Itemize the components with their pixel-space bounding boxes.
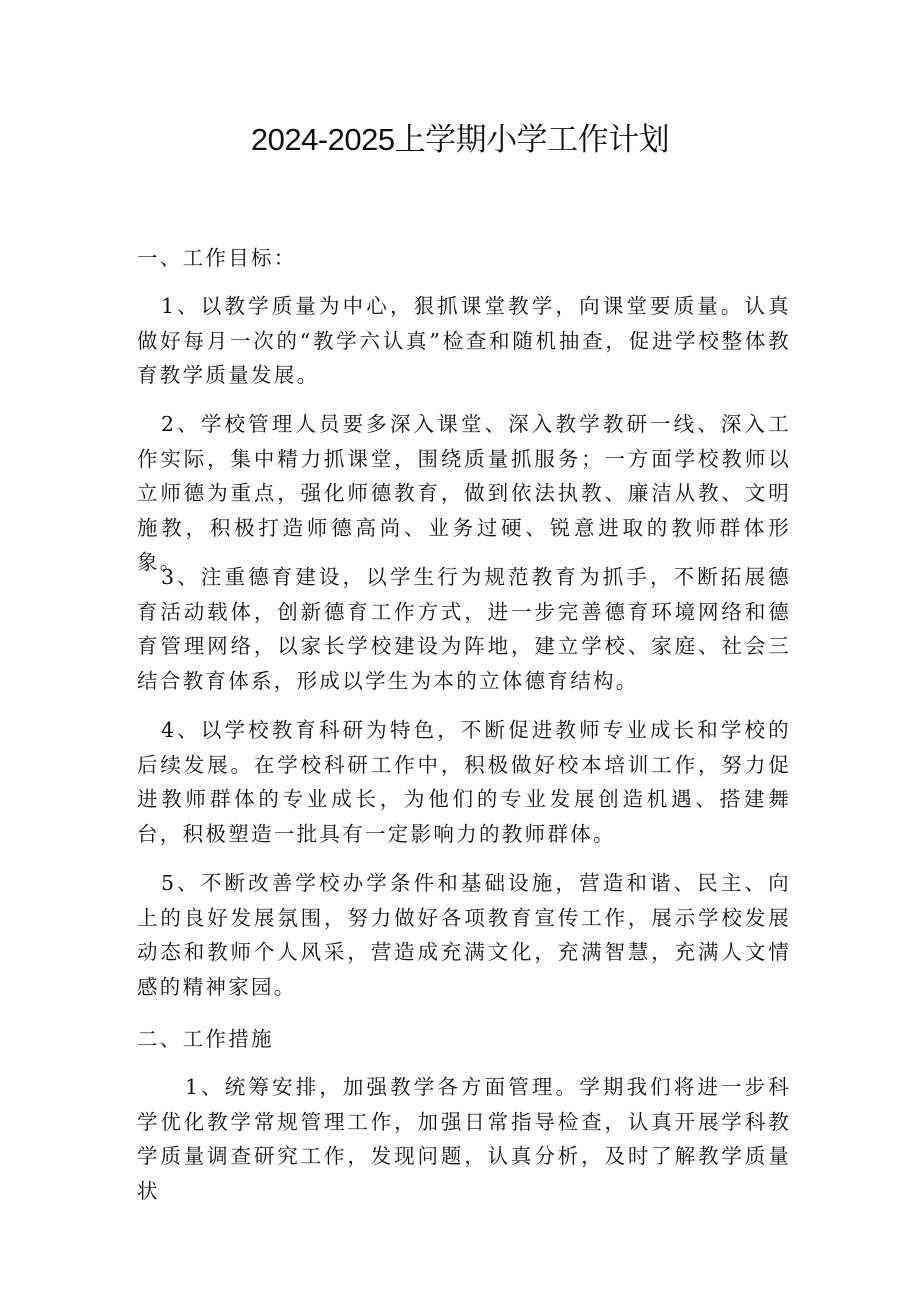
goal-paragraph-3: 3、注重德育建设，以学生行为规范教育为抓手，不断拓展德育活动载体，创新德育工作方式，进一步完善德育环境网络和德育管理网络，以家长学校建设为阵地，建立学校、家庭、社会三结合教育体系，形成以学生为本的立体德育结构。 — [137, 565, 791, 693]
section-heading-goals: 一、工作目标： — [137, 246, 297, 270]
goal-paragraph-5: 5、不断改善学校办学条件和基础设施，营造和谐、民主、向上的良好发展氛围，努力做好各项教育宣传工作，展示学校发展动态和教师个人风采，营造成充满文化，充满智慧，充满人文情感的精神家园。 — [137, 871, 791, 999]
document-title: 2024-2025上学期小学工作计划 — [250, 122, 670, 157]
goal-paragraph-2: 2、学校管理人员要多深入课堂、深入教学教研一线、深入工作实际，集中精力抓课堂，围绕质量抓服务；一方面学校教师以立师德为重点，强化师德教育，做到依法执教、廉洁从教、文明施教，积极打造师德高尚、业务过硬、锐意进取的教师群体形象。 — [137, 412, 791, 574]
section-heading-measures: 二、工作措施 — [137, 1027, 274, 1051]
goal-paragraph-4: 4、以学校教育科研为特色，不断促进教师专业成长和学校的后续发展。在学校科研工作中，积极做好校本培训工作，努力促进教师群体的专业成长，为他们的专业发展创造机遇、搭建舞台，积极塑造一批具有一定影响力的教师群体。 — [137, 718, 791, 846]
measure-paragraph-1: 1、统筹安排，加强教学各方面管理。学期我们将进一步科学优化教学常规管理工作，加强日常指导检查，认真开展学科教学质量调查研究工作，发现问题，认真分析，及时了解教学质量状 — [137, 1075, 791, 1203]
goal-paragraph-1: 1、以教学质量为中心，狠抓课堂教学，向课堂要质量。认真做好每月一次的“教学六认真”检查和随机抽查，促进学校整体教育教学质量发展。 — [137, 294, 791, 387]
